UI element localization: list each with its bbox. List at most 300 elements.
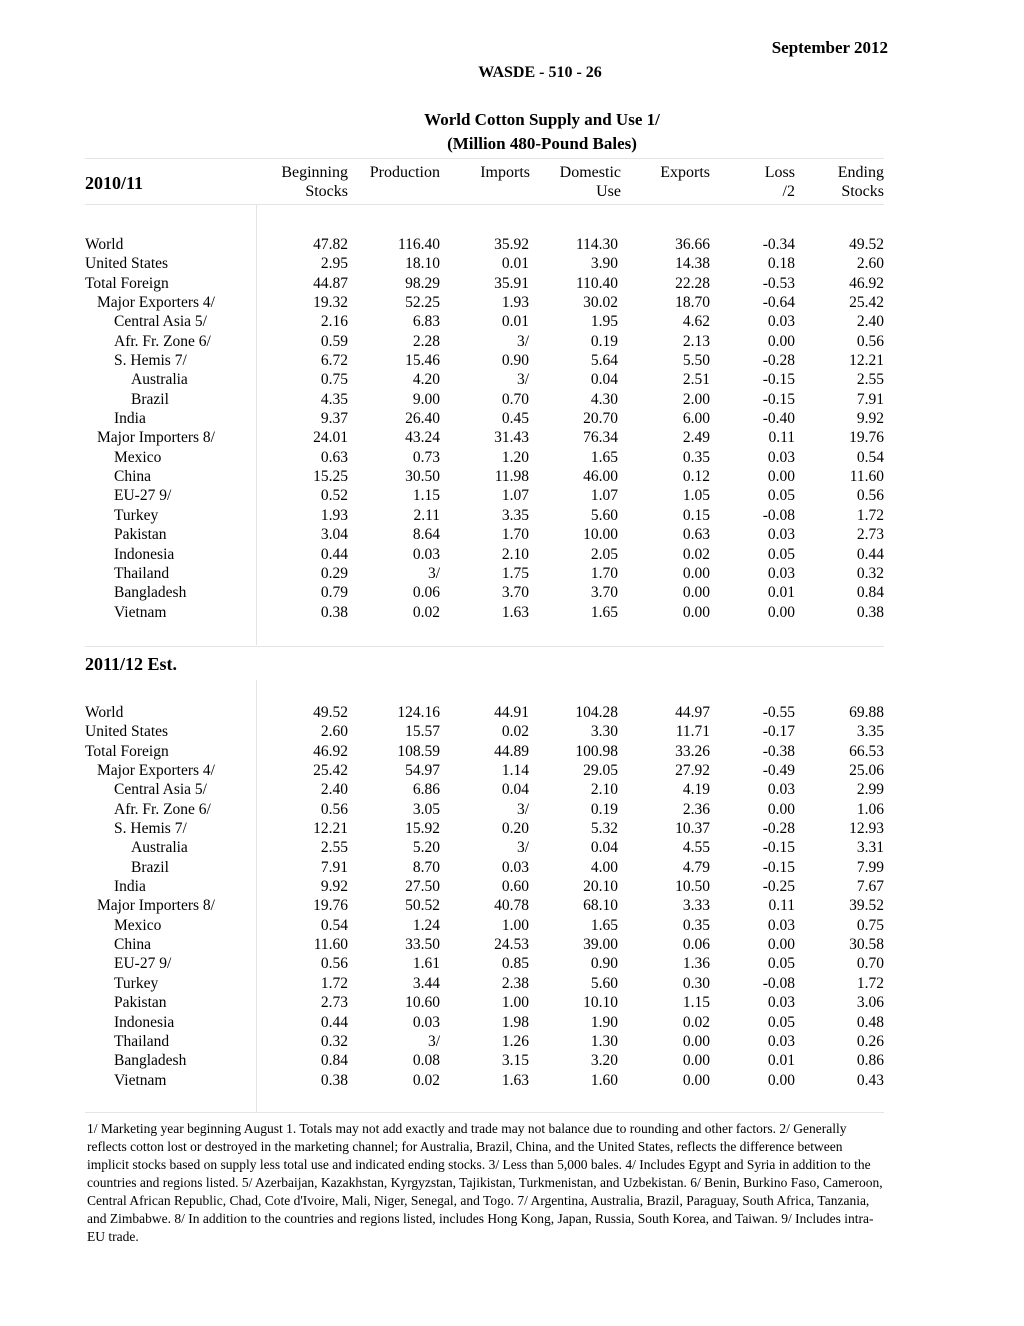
row-label: Afr. Fr. Zone 6/ [114,800,211,818]
table-row [85,858,885,877]
cell-value: 0.73 [412,448,440,466]
cell-value: 0.35 [682,916,710,934]
cell-value: 0.44 [320,1013,348,1031]
cell-value: 11.60 [849,468,884,486]
row-label: China [114,468,152,486]
cell-value: 0.30 [682,974,710,992]
cell-value: 1.70 [501,526,529,544]
row-label: S. Hemis 7/ [114,820,187,838]
cell-value: -0.17 [762,723,795,741]
row-label: Australia [131,839,188,857]
cell-value: 0.03 [767,313,795,331]
cell-value: 0.43 [856,1071,884,1089]
table-subtitle: (Million 480-Pound Bales) [447,134,637,153]
cell-value: 3/ [516,800,529,818]
cell-value: 7.99 [856,858,884,876]
cell-value: 0.01 [767,1052,795,1070]
row-label: Pakistan [114,526,167,544]
col-header-line1: Imports [480,164,530,181]
row-label: Bangladesh [114,584,187,602]
row-label: EU-27 9/ [114,955,172,973]
cell-value: 0.86 [856,1052,884,1070]
cell-value: 3.44 [412,974,440,992]
table-row [85,390,885,409]
cell-value: 0.00 [682,564,710,582]
table-row [85,293,885,312]
cell-value: 0.00 [767,468,795,486]
cell-value: 0.84 [856,584,884,602]
col-header-line1: Domestic [559,164,621,181]
table-row [85,409,885,428]
cell-value: 3.15 [501,1052,529,1070]
cell-value: 11.71 [675,723,710,741]
table-bottom-rule [85,1112,884,1113]
table-row [85,1071,885,1090]
col-header-line2: Use [596,183,621,200]
cell-value: 1.24 [412,916,440,934]
cell-value: 0.56 [856,487,884,505]
cell-value: 35.91 [494,274,529,292]
cell-value: 68.10 [583,897,618,915]
cell-value: 3.90 [590,255,618,273]
cell-value: 1.06 [856,800,884,818]
cell-value: 4.19 [682,781,710,799]
table-row [85,545,885,564]
row-label: China [114,936,152,954]
cell-value: 3.06 [856,994,884,1012]
cell-value: 19.32 [313,294,348,312]
cell-value: 0.02 [682,545,710,563]
cell-value: 2.73 [856,526,884,544]
cell-value: 0.03 [767,564,795,582]
cell-value: 1.72 [320,974,348,992]
cell-value: 0.05 [767,955,795,973]
col-header-line1: Exports [660,164,710,181]
table-row [85,1051,885,1070]
cell-value: 0.00 [767,332,795,350]
cell-value: 4.30 [590,390,618,408]
cell-value: 20.70 [583,410,618,428]
col-header-line2: Stocks [305,183,348,200]
table-row [85,877,885,896]
cell-value: 1.93 [501,294,529,312]
table-row [85,332,885,351]
cell-value: 3.31 [856,839,884,857]
cell-value: 5.60 [590,974,618,992]
cell-value: 66.53 [849,742,884,760]
cell-value: 0.19 [590,332,618,350]
cell-value: 26.40 [405,410,440,428]
cell-value: 1.00 [501,916,529,934]
cell-value: 98.29 [405,274,440,292]
cell-value: 0.75 [856,916,884,934]
table-row [85,583,885,602]
cell-value: 0.45 [501,410,529,428]
row-label: Turkey [114,974,159,992]
row-label: Mexico [114,448,162,466]
cell-value: 6.86 [412,781,440,799]
col-header-domestic-use [541,163,621,205]
table-row [85,974,885,993]
section-period-label: 2010/11 [85,173,144,193]
row-label: United States [85,723,169,741]
row-label: India [114,878,146,896]
cell-value: 4.62 [682,313,710,331]
cell-value: 1.26 [501,1032,529,1050]
cell-value: 0.03 [501,858,529,876]
cell-value: 1.14 [501,762,529,780]
row-label: Pakistan [114,994,167,1012]
header-top-rule [85,158,884,159]
cell-value: 0.00 [767,936,795,954]
cell-value: 2.10 [590,781,618,799]
section-2011-12-rows [85,703,885,1090]
cell-value: 0.03 [767,526,795,544]
cell-value: 33.50 [405,936,440,954]
cell-value: 2.73 [320,994,348,1012]
cell-value: 54.97 [405,762,440,780]
cell-value: 22.28 [675,274,710,292]
cell-value: 6.83 [412,313,440,331]
cell-value: 1.63 [501,1071,529,1089]
cell-value: 39.00 [583,936,618,954]
cell-value: 9.92 [320,878,348,896]
table-row [85,800,885,819]
cell-value: 1.05 [682,487,710,505]
cell-value: 50.52 [405,897,440,915]
cell-value: 12.21 [313,820,348,838]
cell-value: 15.92 [405,820,440,838]
cell-value: -0.34 [762,236,795,253]
cell-value: 1.98 [501,1013,529,1031]
cell-value: 0.04 [590,371,618,389]
cell-value: 10.37 [675,820,710,838]
cell-value: -0.08 [762,974,795,992]
cell-value: -0.53 [762,274,795,292]
cell-value: 2.51 [682,371,710,389]
cell-value: 114.30 [575,236,618,253]
cell-value: 2.38 [501,974,529,992]
row-label: India [114,410,146,428]
cell-value: 43.24 [405,429,440,447]
cell-value: 2.40 [856,313,884,331]
cell-value: 0.05 [767,1013,795,1031]
cell-value: 27.50 [405,878,440,896]
cell-value: 10.60 [405,994,440,1012]
cell-value: 1.70 [590,564,618,582]
table-row [85,428,885,447]
cell-value: 30.58 [849,936,884,954]
table-row [85,935,885,954]
row-label: EU-27 9/ [114,487,172,505]
cell-value: 10.00 [583,526,618,544]
cell-value: 2.60 [856,255,884,273]
row-label: Thailand [114,564,170,582]
cell-value: 15.57 [405,723,440,741]
cell-value: 25.06 [849,762,884,780]
table-row [85,274,885,293]
cell-value: 1.15 [412,487,440,505]
table-row [85,916,885,935]
table-row [85,819,885,838]
col-header-line1: Beginning [281,164,348,181]
col-header-line1: Loss [764,164,795,181]
cell-value: 108.59 [397,742,440,760]
cell-value: 0.01 [501,255,529,273]
cell-value: 4.55 [682,839,710,857]
cell-value: 3.20 [590,1052,618,1070]
cell-value: 0.54 [320,916,348,934]
cell-value: 0.44 [856,545,884,563]
cell-value: 0.02 [682,1013,710,1031]
cell-value: 7.67 [856,878,884,896]
cell-value: 24.53 [494,936,529,954]
cell-value: 0.63 [320,448,348,466]
cell-value: -0.28 [762,352,795,370]
table-row [85,564,885,583]
table-row [85,993,885,1012]
table-row [85,351,885,370]
cell-value: -0.15 [762,839,795,857]
cell-value: 0.04 [590,839,618,857]
table-row [85,603,885,622]
cell-value: 0.20 [501,820,529,838]
cell-value: 0.00 [767,603,795,621]
row-label: Afr. Fr. Zone 6/ [114,332,211,350]
cell-value: 31.43 [494,429,529,447]
cell-value: -0.15 [762,390,795,408]
cell-value: 1.30 [590,1032,618,1050]
cell-value: 0.29 [320,564,348,582]
cell-value: 0.19 [590,800,618,818]
cell-value: 0.06 [682,936,710,954]
cell-value: 1.20 [501,448,529,466]
cell-value: 1.61 [412,955,440,973]
cell-value: 3/ [427,1032,440,1050]
table-row [85,722,885,741]
cell-value: 0.79 [320,584,348,602]
cell-value: 44.89 [494,742,529,760]
cell-value: 12.21 [849,352,884,370]
cell-value: 15.25 [313,468,348,486]
cell-value: 1.72 [856,506,884,524]
row-label: Major Exporters 4/ [97,762,215,780]
row-label: United States [85,255,169,273]
cell-value: 1.72 [856,974,884,992]
cell-value: 10.50 [675,878,710,896]
row-label: Bangladesh [114,1052,187,1070]
cell-value: 0.18 [767,255,795,273]
cell-value: 0.35 [682,448,710,466]
cell-value: 0.38 [320,1071,348,1089]
cell-value: 40.78 [494,897,529,915]
cell-value: 104.28 [575,704,618,721]
cell-value: 25.42 [313,762,348,780]
cell-value: 49.52 [313,704,348,721]
table-row [85,896,885,915]
table-row [85,703,885,722]
col-header-line1: Production [369,164,440,181]
cell-value: -0.64 [762,294,795,312]
cell-value: 4.20 [412,371,440,389]
cell-value: 0.70 [501,390,529,408]
cell-value: 0.54 [856,448,884,466]
cell-value: 0.85 [501,955,529,973]
col-header-exports [630,163,710,205]
cell-value: 2.60 [320,723,348,741]
row-label: Thailand [114,1032,170,1050]
cell-value: 24.01 [313,429,348,447]
cell-value: 0.03 [767,916,795,934]
cell-value: 52.25 [405,294,440,312]
cell-value: 0.52 [320,487,348,505]
footnotes: 1/ Marketing year beginning August 1. Totals may not add exactly and trade may not balance due to rounding and other factors. 2/ Generally reflects cotton lost or destroyed in the marketing channel; for Australia, Brazil, China, and the United States, reflects the difference between implicit stocks based on supply less total use and indicated ending stocks. 3/ Less than 5,000 bales. 4/ Includes Egypt and Syria in addition to the countries and regions listed. 5/ Azerbaijan, Kazakhstan, Kyrgyzstan, Tajikistan, Turkmenistan, and Uzbekistan. 6/ Benin, Burkino Faso, Cameroon, Central African Republic, Chad, Cote d'Ivoire, Mali, Niger, Senegal, and Togo. 7/ Argentina, Australia, Brazil, Paraguay, South Africa, Tanzania, and Zimbabwe. 8/ In addition to the countries and regions listed, includes Hong Kong, Japan, Russia, South Korea, and Taiwan. 9/ Includes intra-EU trade. [87,1121,883,1244]
cell-value: 0.90 [501,352,529,370]
cell-value: 0.32 [320,1032,348,1050]
cell-value: 8.70 [412,858,440,876]
table-row [85,954,885,973]
cell-value: 9.92 [856,410,884,428]
cell-value: 4.79 [682,858,710,876]
row-label: Vietnam [114,603,167,621]
col-header-production [360,163,440,205]
cell-value: 30.50 [405,468,440,486]
cell-value: 1.36 [682,955,710,973]
cell-value: 0.32 [856,564,884,582]
cell-value: 4.35 [320,390,348,408]
table-row [85,254,885,273]
cell-value: -0.49 [762,762,795,780]
cell-value: 29.05 [583,762,618,780]
cell-value: -0.40 [762,410,795,428]
cell-value: 19.76 [849,429,884,447]
row-label: Major Exporters 4/ [97,294,215,312]
cell-value: 0.59 [320,332,348,350]
cell-value: 36.66 [675,236,710,253]
row-label: Brazil [131,390,169,408]
cell-value: 7.91 [320,858,348,876]
cell-value: 3.33 [682,897,710,915]
cell-value: 39.52 [849,897,884,915]
cell-value: 0.03 [767,448,795,466]
cell-value: 30.02 [583,294,618,312]
cell-value: 5.50 [682,352,710,370]
cell-value: 0.00 [767,800,795,818]
cell-value: 5.64 [590,352,618,370]
cell-value: 0.15 [682,506,710,524]
cell-value: 0.00 [682,603,710,621]
cell-value: 2.11 [413,506,440,524]
cell-value: 2.55 [320,839,348,857]
row-label: Major Importers 8/ [97,897,215,915]
cell-value: 0.01 [767,584,795,602]
table-row [85,467,885,486]
cell-value: 2.28 [412,332,440,350]
section-divider-rule [85,646,884,647]
cell-value: 2.16 [320,313,348,331]
cell-value: 3.35 [856,723,884,741]
row-label: Total Foreign [85,742,169,760]
cell-value: 1.07 [501,487,529,505]
cell-value: 116.40 [397,236,440,253]
cell-value: 10.10 [583,994,618,1012]
cell-value: 0.02 [412,1071,440,1089]
cell-value: 0.11 [768,897,795,915]
col-header-beginning-stocks [268,163,348,205]
cell-value: 0.08 [412,1052,440,1070]
cell-value: -0.28 [762,820,795,838]
cell-value: 35.92 [494,236,529,253]
cell-value: 6.00 [682,410,710,428]
cell-value: 12.93 [849,820,884,838]
table-row [85,486,885,505]
col-header-loss [715,163,795,205]
col-header-ending-stocks [804,163,884,205]
col-header-line1: Ending [837,164,884,181]
row-label: World [85,704,124,721]
cell-value: 9.37 [320,410,348,428]
cell-value: 5.20 [412,839,440,857]
cell-value: 1.93 [320,506,348,524]
cell-value: 1.95 [590,313,618,331]
cell-value: 7.91 [856,390,884,408]
cell-value: 5.32 [590,820,618,838]
cell-value: -0.25 [762,878,795,896]
cell-value: 2.10 [501,545,529,563]
cell-value: 0.00 [682,1071,710,1089]
row-label: Central Asia 5/ [114,313,207,331]
table-row [85,838,885,857]
section-period-label: 2011/12 Est. [85,654,178,674]
cell-value: 0.04 [501,781,529,799]
cell-value: 0.26 [856,1032,884,1050]
cell-value: 1.00 [501,994,529,1012]
report-date: September 2012 [771,38,888,57]
cell-value: 0.00 [767,1071,795,1089]
cell-value: 0.63 [682,526,710,544]
row-label: Major Importers 8/ [97,429,215,447]
cell-value: -0.38 [762,742,795,760]
cell-value: 0.90 [590,955,618,973]
cell-value: 0.00 [682,1032,710,1050]
cell-value: 46.92 [313,742,348,760]
cell-value: 2.55 [856,371,884,389]
cell-value: 1.65 [590,916,618,934]
cell-value: 0.05 [767,545,795,563]
cell-value: 76.34 [583,429,618,447]
cell-value: 2.40 [320,781,348,799]
cell-value: -0.15 [762,858,795,876]
cell-value: 1.60 [590,1071,618,1089]
cell-value: 5.60 [590,506,618,524]
cell-value: 0.00 [682,1052,710,1070]
cell-value: 3.04 [320,526,348,544]
cell-value: 9.00 [412,390,440,408]
cell-value: 1.65 [590,448,618,466]
cell-value: 0.38 [320,603,348,621]
cell-value: -0.55 [762,704,795,721]
cell-value: 4.00 [590,858,618,876]
cell-value: 0.48 [856,1013,884,1031]
cell-value: 0.01 [501,313,529,331]
row-label: Indonesia [114,545,175,563]
cell-value: 0.03 [412,545,440,563]
cell-value: 14.38 [675,255,710,273]
cell-value: 0.56 [856,332,884,350]
cell-value: 2.99 [856,781,884,799]
cell-value: 25.42 [849,294,884,312]
cell-value: 0.06 [412,584,440,602]
